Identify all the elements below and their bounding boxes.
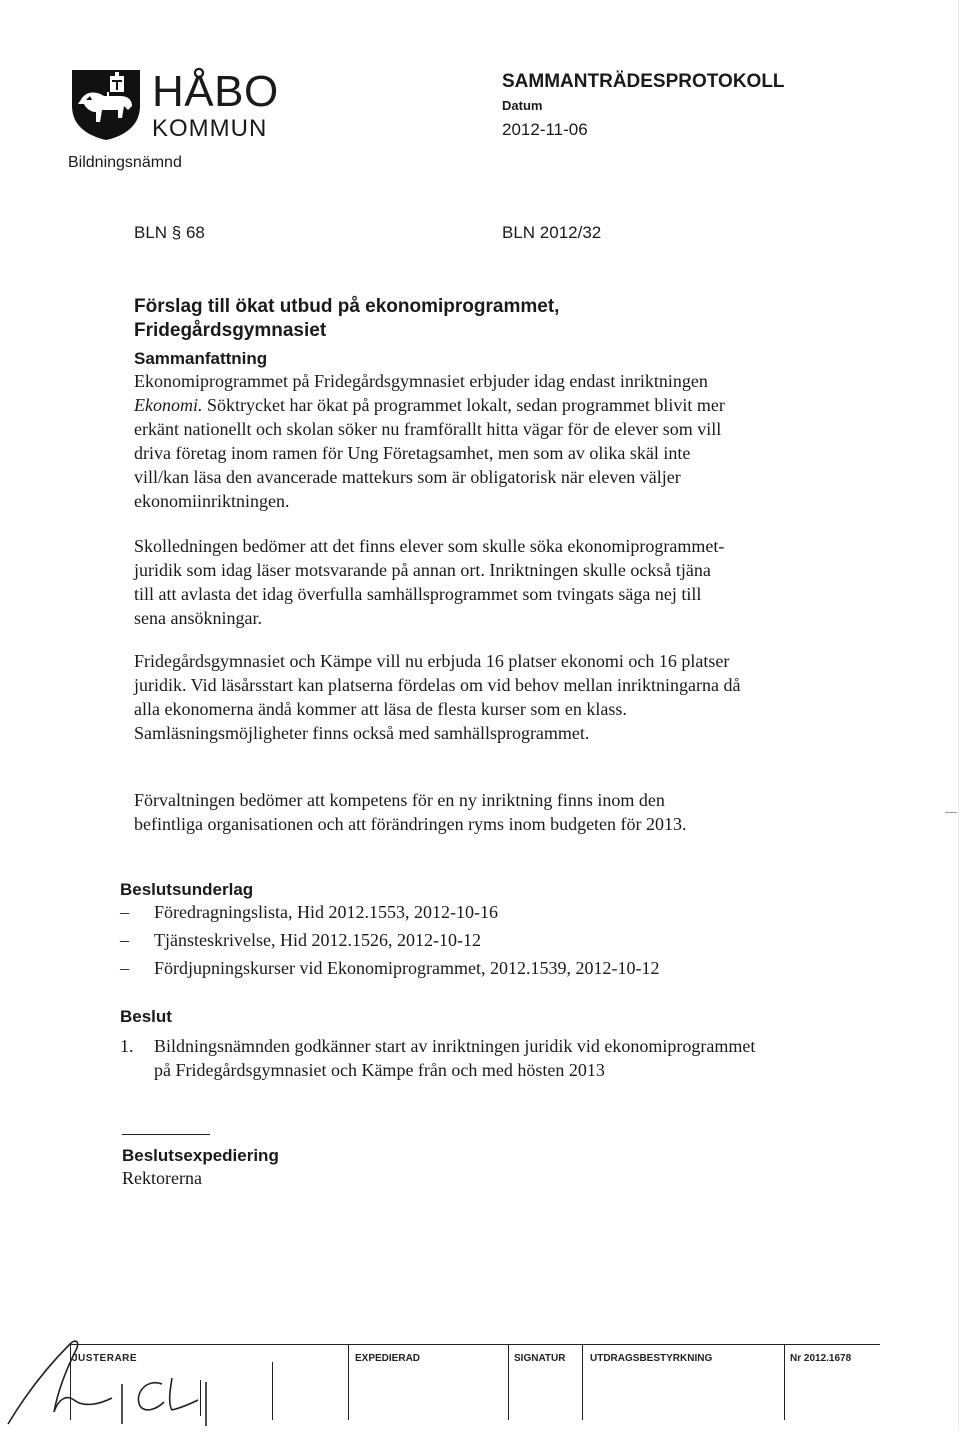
decision-heading: Beslut bbox=[120, 1007, 172, 1026]
dispatch-recipients: Rektorerna bbox=[122, 1168, 202, 1188]
decision-number: 1. bbox=[120, 1036, 134, 1056]
summary-heading: Sammanfattning bbox=[134, 349, 268, 368]
summary-p1-italic: Ekonomi. bbox=[134, 395, 203, 415]
footer-adjusters-label: JUSTERARE bbox=[72, 1353, 138, 1364]
list-item bbox=[120, 900, 659, 924]
footer-number-label: Nr 2012.1678 bbox=[790, 1353, 852, 1364]
footer-cell-border bbox=[508, 1344, 509, 1420]
summary-paragraph-4: Förvaltningen bedömer att kompetens för en ny inriktning finns inom den befintliga organisationen och att förändringen ryms inom budgeten för 2013. bbox=[134, 790, 687, 834]
case-reference: BLN 2012/32 bbox=[502, 223, 602, 242]
list-item-text: Tjänsteskrivelse, Hid 2012.1526, 2012-10-12 bbox=[154, 930, 481, 950]
list-item-text: Fördjupningskurser vid Ekonomiprogrammet, 2012.1539, 2012-10-12 bbox=[154, 958, 660, 978]
basis-list bbox=[120, 900, 659, 984]
page-title: Förslag till ökat utbud på ekonomiprogrammet, Fridegårdsgymnasiet bbox=[134, 296, 560, 341]
list-dash: – bbox=[120, 902, 129, 922]
decision-text: Bildningsnämnden godkänner start av inriktningen juridik vid ekonomiprogrammet på Fridegårdsgymnasiet och Kämpe från och med hösten 2013 bbox=[154, 1036, 756, 1080]
org-name: HÅBO bbox=[152, 67, 279, 116]
summary-paragraph-2: Skolledningen bedömer att det finns elever som skulle söka ekonomiprogrammet- juridik som idag läser motsvarande på annan ort. Inriktningen skulle också tjäna till att avlasta det idag överfulla samhällsprogrammet som tvingats säga nej till sena ansökningar. bbox=[134, 536, 725, 628]
summary-paragraph-3: Fridegårdsgymnasiet och Kämpe vill nu erbjuda 16 platser ekonomi och 16 platser juridik. Vid läsårsstart kan platserna fördelas om vid behov mellan inriktningarna då alla ekonomerna ändå kommer att läsa de flesta kurser som en klass. Samläsningsmöjligheter finns också med samhällsprogrammet. bbox=[134, 651, 741, 743]
habo-coat-of-arms-logo bbox=[68, 66, 144, 142]
summary-p1-text: Ekonomiprogrammet på Fridegårdsgymnasiet erbjuder idag endast inriktningen bbox=[134, 371, 708, 391]
date-value: 2012-11-06 bbox=[502, 120, 588, 139]
dispatch-divider bbox=[122, 1134, 210, 1135]
handwritten-signature bbox=[0, 1334, 240, 1434]
list-item bbox=[120, 956, 659, 980]
dispatch-heading: Beslutsexpediering bbox=[122, 1146, 279, 1165]
footer-cell-border bbox=[348, 1344, 349, 1420]
list-item bbox=[120, 928, 659, 952]
basis-heading: Beslutsunderlag bbox=[120, 880, 254, 899]
list-dash: – bbox=[120, 930, 129, 950]
footer-cell-border bbox=[272, 1362, 273, 1420]
paragraph-reference: BLN § 68 bbox=[134, 223, 205, 242]
org-subtitle: KOMMUN bbox=[152, 115, 268, 142]
footer-signature-label: SIGNATUR bbox=[514, 1353, 566, 1364]
scan-edge bbox=[958, 0, 959, 1430]
margin-mark bbox=[945, 812, 957, 813]
footer-sent-label: EXPEDIERAD bbox=[355, 1353, 421, 1364]
list-item-text: Föredragningslista, Hid 2012.1553, 2012-10-16 bbox=[154, 902, 498, 922]
list-dash: – bbox=[120, 958, 129, 978]
committee-name: Bildningsnämnd bbox=[68, 154, 182, 171]
footer-cell-border bbox=[784, 1344, 785, 1420]
summary-paragraph-1 bbox=[134, 369, 734, 513]
summary-p1-rest: Söktrycket har ökat på programmet lokalt, sedan programmet blivit mer erkänt nationellt och skolan söker nu framförallt hitta vägar för de elever som vill driva företag inom ramen för Ung Företagsamhet, men som av olika skäl inte vill/kan läsa den avancerade mattekurs som är obligatorisk när eleven väljer ekonomiinriktningen. bbox=[134, 395, 725, 511]
footer-extract-label: UTDRAGSBESTYRKNING bbox=[590, 1353, 713, 1364]
date-label: Datum bbox=[502, 98, 543, 113]
footer-cell-border bbox=[582, 1344, 583, 1420]
document-type: SAMMANTRÄDESPROTOKOLL bbox=[502, 71, 785, 92]
decision-item bbox=[120, 1034, 760, 1082]
